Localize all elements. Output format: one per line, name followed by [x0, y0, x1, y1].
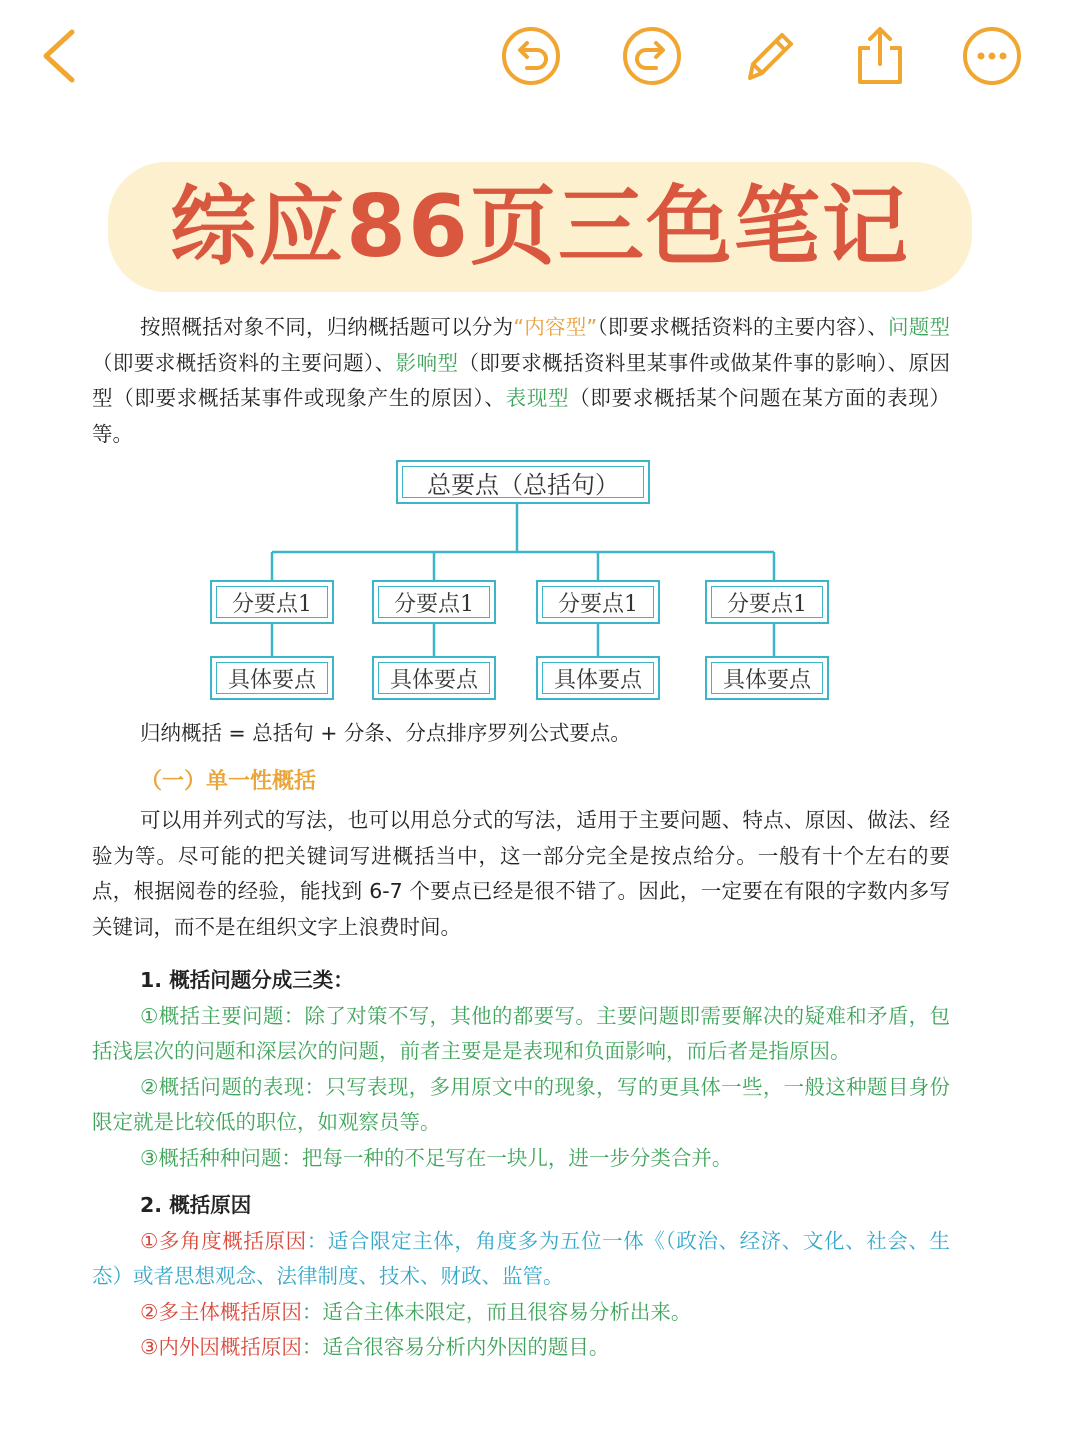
- edit-button[interactable]: [738, 24, 802, 88]
- sub1-item2: ②概括问题的表现：只写表现，多用原文中的现象，写的更具体一些，一般这种题目身份限定就是比较低的职位，如观察员等。: [92, 1074, 950, 1134]
- more-button[interactable]: [960, 24, 1024, 88]
- diagram-detail-label: 具体要点: [553, 667, 642, 693]
- type-problem: 问题型: [888, 315, 951, 339]
- sub2-item1: [92, 1224, 950, 1295]
- type-content: “内容型”: [513, 315, 598, 339]
- diagram-branch-box: [705, 580, 829, 624]
- sub2-item3: [92, 1330, 950, 1366]
- diagram-branch-label: 分要点1: [727, 591, 807, 617]
- diagram-top-box: [396, 460, 650, 504]
- back-button[interactable]: [28, 24, 92, 88]
- intro-paragraph: [92, 310, 950, 452]
- chevron-left-icon: [28, 24, 92, 88]
- type-manifestation: 表现型: [505, 386, 570, 410]
- diagram-detail-label: 具体要点: [227, 667, 316, 693]
- section1-paragraph: 可以用并列式的写法，也可以用总分式的写法，适用于主要问题、特点、原因、做法、经验为等。尽可能的把关键词写进概括当中，这一部分完全是按点给分。一般有十个左右的要点，根据阅卷的经验，能找到 6-7 个要点已经是很不错了。因此，一定要在有限的字数内多写关键词，而不是在组织文字上浪费时间。: [92, 808, 950, 939]
- diagram-branch-label: 分要点1: [394, 591, 474, 617]
- diagram-branch-box: [210, 580, 334, 624]
- more-icon: [960, 24, 1024, 88]
- diagram-detail-label: 具体要点: [389, 667, 478, 693]
- sub1-item1: ①概括主要问题：除了对策不写，其他的都要写。主要问题即需要解决的疑难和矛盾，包括浅层次的问题和深层次的问题，前者主要是是表现和负面影响，而后者是指原因。: [92, 1003, 950, 1063]
- sub2-item1-label: ①多角度概括原因: [140, 1228, 307, 1253]
- diagram-branch-box: [536, 580, 660, 624]
- section1-heading: （一）单一性概括: [140, 768, 317, 794]
- undo-button[interactable]: [499, 24, 563, 88]
- intro-text-c: （即要求概括资料的主要问题）、: [92, 350, 396, 375]
- diagram-branch-label: 分要点1: [558, 591, 638, 617]
- intro-section: [92, 310, 950, 452]
- share-button[interactable]: [848, 24, 912, 88]
- diagram-detail-box: [536, 656, 660, 700]
- share-icon: [848, 24, 912, 88]
- diagram-detail-box: [705, 656, 829, 700]
- type-impact: 影响型: [395, 350, 459, 375]
- diagram-branch-box: [372, 580, 496, 624]
- redo-icon: [620, 24, 684, 88]
- sub2-item3-label: ③内外因概括原因: [140, 1335, 302, 1359]
- intro-text-e: （即要求概括某个问题在某方面的表现）等。: [92, 386, 951, 446]
- formula-line: 归纳概括 = 总括句 + 分条、分点排序罗列公式要点。: [140, 721, 631, 745]
- main-section: [92, 716, 950, 1366]
- title-banner: [108, 162, 972, 292]
- diagram-top-label: 总要点（总括句）: [427, 470, 619, 499]
- diagram-branch-label: 分要点1: [232, 591, 312, 617]
- section1-heading-wrap: [92, 764, 950, 800]
- sub2-item2-text: ：适合主体未限定，而且很容易分析出来。: [301, 1299, 692, 1324]
- diagram-detail-box: [210, 656, 334, 700]
- sub2-heading: 2. 概括原因: [140, 1193, 252, 1217]
- diagram-detail-box: [372, 656, 496, 700]
- sub2-item2-label: ②多主体概括原因: [140, 1299, 302, 1324]
- sub2-item2: [92, 1295, 950, 1331]
- sub2-item3-text: ：适合很容易分析内外因的题目。: [301, 1335, 610, 1359]
- undo-icon: [499, 24, 563, 88]
- toolbar: [0, 0, 1080, 120]
- intro-text-b: （即要求概括资料的主要内容）、: [597, 315, 889, 339]
- sub2-item1-text: ：适合限定主体，角度多为五位一体《（政治、经济、文化、社会、生态）或者思想观念、法律制度、技术、财政、监管。: [92, 1228, 950, 1288]
- intro-text-a: 按照概括对象不同，归纳概括题可以分为: [140, 315, 514, 339]
- pencil-icon: [738, 24, 802, 88]
- diagram-detail-label: 具体要点: [722, 667, 811, 693]
- page-title: 综应86页三色笔记: [170, 177, 910, 277]
- redo-button[interactable]: [620, 24, 684, 88]
- sub1-heading: 1. 概括问题分成三类：: [140, 968, 354, 992]
- sub1-item3: ③概括种种问题：把每一种的不足写在一块儿，进一步分类合并。: [140, 1145, 733, 1170]
- intro-text-d: （即要求概括资料里某事件或做某件事的影响）、原因型（即要求概括某事件或现象产生的原因）、: [92, 350, 951, 410]
